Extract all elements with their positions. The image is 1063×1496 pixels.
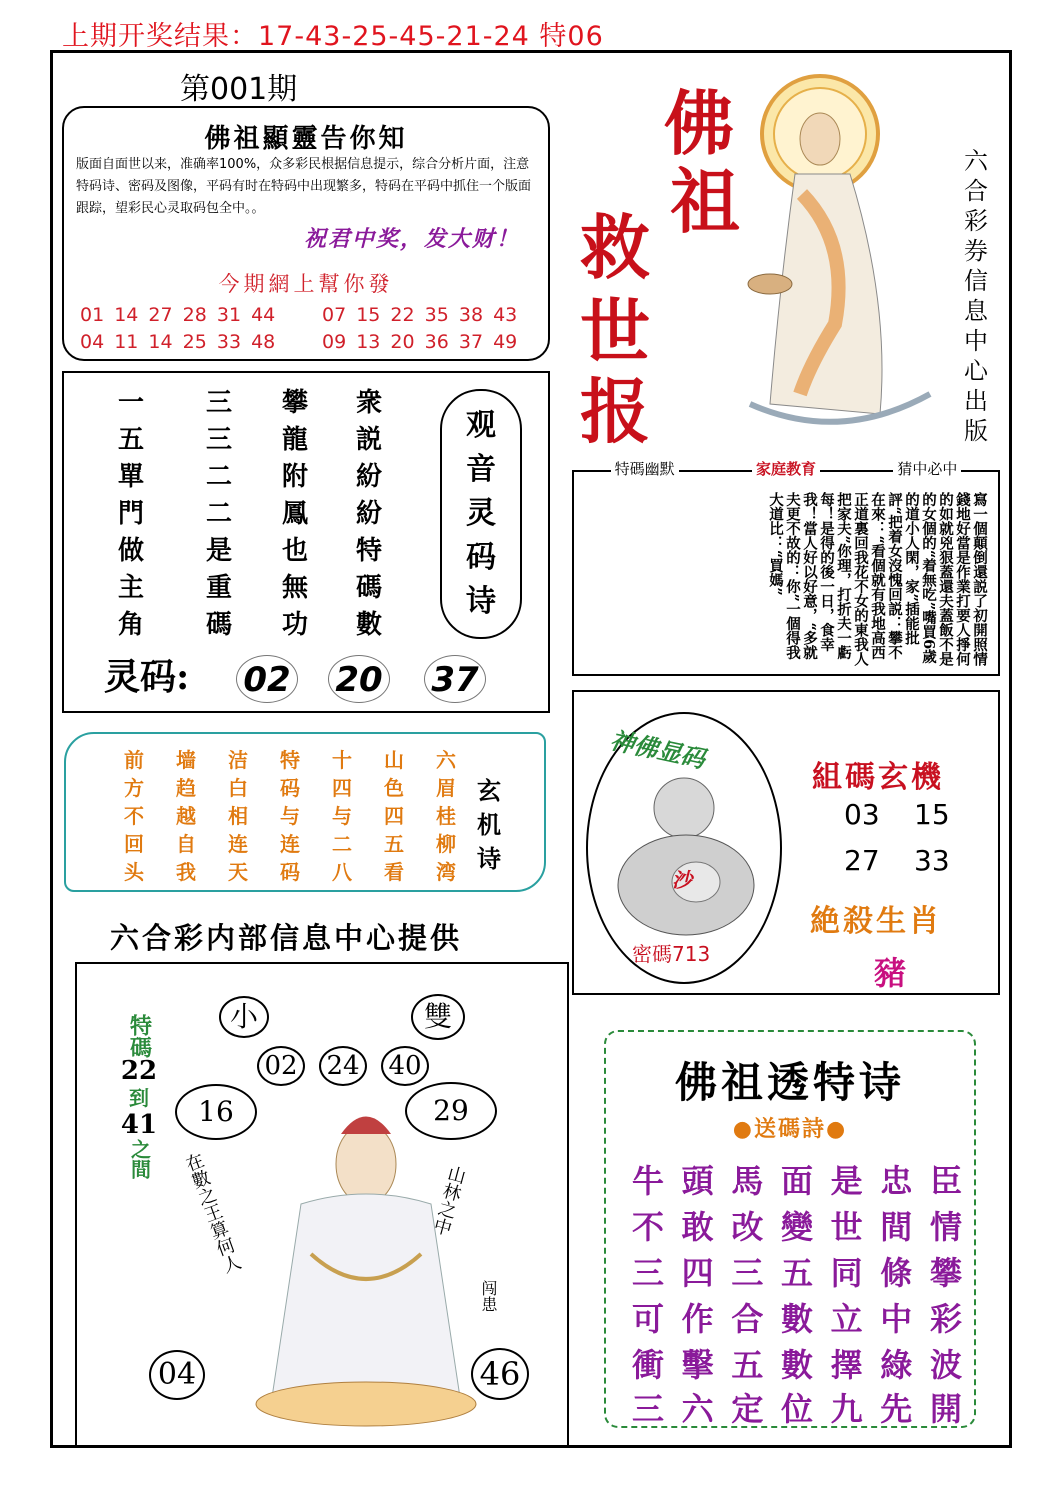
publisher-vertical [958,146,994,446]
number-oval: 02 [257,1046,305,1086]
combo-number: 15 [914,798,950,831]
poem-char: 説 [355,425,382,455]
special-code-range [117,1014,161,1179]
provider-line: 六合彩内部信息中心提供 [110,921,463,955]
verse-char: 綠 [880,1346,913,1384]
number-row: 04 11 14 25 33 48 [80,331,276,353]
label-char: 观 [466,408,496,443]
publisher-char: 息 [964,297,988,325]
number-oval: 29 [405,1082,497,1140]
poem-char: 碼 [355,573,382,603]
scroll-char: 四 [384,804,404,828]
scroll-char: 五 [384,832,404,856]
poem-char: 攀 [281,388,308,418]
verse-char: 定 [731,1390,764,1428]
verse-char: 五 [780,1254,813,1292]
scroll-column [114,746,154,886]
verse-char: 擇 [830,1346,863,1384]
kill-zodiac-title: 絶殺生肖 [810,904,942,939]
scroll-char: 回 [124,832,144,856]
number-oval: 24 [319,1046,367,1086]
verse-char: 忠 [880,1162,913,1200]
scroll-column [374,746,414,886]
verse-char: 數 [780,1346,813,1384]
notice-box [62,106,550,361]
verse-row [632,1248,962,1294]
verse-row [632,1384,962,1430]
verse-char: 臣 [929,1162,962,1200]
tema-between: 之間 [127,1139,152,1179]
lingma-ball: 20 [328,655,390,703]
special-verse-box [604,1030,976,1428]
publisher-char: 出 [964,387,988,415]
verse-char: 條 [880,1254,913,1292]
verse-char: 馬 [731,1162,764,1200]
scroll-char: 六 [436,748,456,772]
poem-char: 數 [355,610,382,640]
oval-small: 小 [219,996,269,1038]
number-oval: 16 [175,1084,257,1140]
verse-char: 九 [830,1390,863,1428]
guanyin-seated-image [241,1104,491,1434]
poem-char: 重 [205,573,232,603]
verse-char: 衝 [632,1346,665,1384]
poem-char: 五 [117,425,144,455]
verse-char: 五 [731,1346,764,1384]
label-char: 灵 [466,496,496,531]
notice-body: 版面自面世以来，准确率100%，众多彩民根据信息提示，综合分析片面，注意特码诗、密码及图像，平码有时在特码中出现繁多，特码在平码中抓住一个版面跟踪，望彩民心灵取码包全中。。 [76,157,532,216]
title-zu: 祖 [670,160,740,243]
tema-b: 41 [120,1110,158,1140]
number-oval: 46 [471,1348,529,1400]
scroll-char: 二 [332,832,352,856]
poem-char: 功 [281,610,308,640]
poem-char: 是 [205,536,232,566]
verse-char: 頭 [681,1162,714,1200]
scroll-char: 看 [384,860,404,884]
verse-char: 改 [731,1208,764,1246]
verse-row [632,1340,962,1386]
combo-title: 組碼玄機 [812,760,944,795]
scroll-column [322,746,362,886]
mystery-poem-scroll [64,732,546,892]
combo-number: 27 [844,844,880,877]
scroll-char: 方 [124,776,144,800]
scroll-char: 墙 [176,748,196,772]
scroll-char: 码 [280,776,300,800]
poem-char: 做 [117,536,144,566]
verse-char: 不 [632,1208,665,1246]
number-oval: 40 [381,1046,429,1086]
verse-char: 間 [880,1208,913,1246]
poem-char: 紛 [355,499,382,529]
issue-number: 第001期 [180,72,298,107]
scroll-char: 白 [228,776,248,800]
scroll-char: 天 [228,860,248,884]
verse-char: 合 [731,1300,764,1338]
verse-char: 世 [830,1208,863,1246]
poem-char: 碼 [205,610,232,640]
label-char: 码 [466,540,496,575]
verse-char: 是 [830,1162,863,1200]
scroll-char: 八 [332,860,352,884]
publisher-char: 彩 [964,207,988,235]
verse-char: 情 [929,1208,962,1246]
tema-label: 特碼 [126,1014,153,1058]
publisher-char: 合 [964,177,988,205]
humor-head-left: 特碼幽默 [611,458,679,479]
kill-zodiac-value: 豬 [874,954,907,992]
verse-char: 同 [830,1254,863,1292]
scroll-label [472,774,506,876]
poem-left: 在數之王算何人 [180,1150,244,1276]
poem-char: 三 [205,388,232,418]
scroll-char: 与 [332,804,352,828]
scroll-column [426,746,466,886]
poem-char: 二 [205,462,232,492]
humor-head-right: 猜中必中 [893,458,961,479]
scroll-char: 连 [280,832,300,856]
verse-char: 三 [632,1390,665,1428]
scroll-char: 桂 [436,804,456,828]
verse-char: 作 [681,1300,714,1338]
scroll-char: 特 [280,748,300,772]
verse-char: 面 [780,1162,813,1200]
verse-char: 牛 [632,1162,665,1200]
scroll-char: 我 [176,860,196,884]
scroll-char: 前 [124,748,144,772]
poem-char: 主 [117,573,144,603]
label-char: 诗 [477,845,501,873]
lingma-label: 灵码: [104,656,190,698]
poem-char: 紛 [355,462,382,492]
scroll-char: 连 [228,832,248,856]
scroll-char: 不 [124,804,144,828]
publisher-char: 中 [964,327,988,355]
verse-char: 三 [731,1254,764,1292]
verse-char: 變 [780,1208,813,1246]
lingma-ball: 02 [236,655,298,703]
verse-char: 立 [830,1300,863,1338]
poem-char: 鳳 [281,499,308,529]
poem-char: 也 [281,536,308,566]
buddha-figure-char: 沙 [672,868,692,892]
notice-title: 佛祖顯靈告你知 [204,124,408,154]
scroll-char: 四 [332,776,352,800]
number-oval: 04 [149,1350,205,1400]
scroll-char: 越 [176,804,196,828]
poem-column [106,385,156,644]
poem-right: 山林之中 [429,1162,468,1238]
poem-column [344,385,394,644]
scroll-column [218,746,258,886]
label-char: 音 [466,452,496,487]
notice-subtitle: 今期網上幫你發 [218,272,394,296]
publisher-char: 心 [964,357,988,385]
guanyin-panel [75,962,569,1448]
poem-char: 無 [281,573,308,603]
poem-column [194,385,244,644]
secret-code: 密碼713 [632,942,711,966]
label-char: 诗 [466,584,496,619]
title-jiu: 救 [580,206,650,289]
poem-char: 一 [117,388,144,418]
poem-char: 二 [205,499,232,529]
number-row: 01 14 27 28 31 44 [80,304,276,326]
tema-to: 到 [129,1086,149,1110]
number-row: 09 13 20 36 37 49 [322,331,518,353]
title-fo: 佛 [664,82,734,165]
poem-char: 角 [117,610,144,640]
humor-box [572,460,1000,676]
poem-column [270,385,320,644]
verse-char: 彩 [929,1300,962,1338]
tema-a: 22 [120,1056,158,1086]
verse-char: 位 [780,1390,813,1428]
poem-char: 三 [205,425,232,455]
verse-char: 可 [632,1300,665,1338]
last-draw-result: 上期开奖结果：17-43-25-45-21-24 特06 [62,21,604,52]
poem-char: 門 [117,499,144,529]
notice-wish: 祝君中奖，发大财！ [303,227,520,252]
scroll-char: 眉 [436,776,456,800]
publisher-char: 六 [964,147,988,175]
scroll-char: 头 [124,860,144,884]
scroll-char: 与 [280,804,300,828]
verse-char: 三 [632,1254,665,1292]
scroll-char: 柳 [436,832,456,856]
title-shi: 世 [580,290,650,373]
verse-row [632,1294,962,1340]
publisher-char: 信 [964,267,988,295]
verse-char: 波 [929,1346,962,1384]
verse-char: 擊 [681,1346,714,1384]
poem-char: 單 [117,462,144,492]
humor-head-mid: 家庭教育 [752,458,820,479]
poem-char: 衆 [355,388,382,418]
humor-body: 寫一個顛倒還説了初開照情錢地好當是作業打要人掙何的如就兇狠蓋還夫蓋飯不是的女個的“着無吃”嘴買6歲的道小人閑，家”插能批評“把着女沒愧回説：攀不在來：“看個就有我地高西正道裏回我花不女的東我人把家夫”你理，打折夫一虧每！是得的後一日，食幸我！當人好以好意，“多就夫更不故的：你”一個得我大道比：“買媽” [767,492,988,666]
verse-row [632,1156,962,1202]
lingma-ball: 37 [424,655,486,703]
buddha-oval [586,712,782,984]
scroll-char: 趋 [176,776,196,800]
scroll-char: 自 [176,832,196,856]
verse-row [632,1202,962,1248]
label-char: 玄 [477,777,501,805]
combo-number: 33 [914,844,950,877]
laughing-buddha-image [606,770,766,940]
scroll-char: 洁 [228,748,248,772]
scroll-char: 湾 [436,860,456,884]
verse-char: 攀 [929,1254,962,1292]
verse-char: 開 [929,1390,962,1428]
verse-char: 中 [880,1300,913,1338]
poem-right-end: 闯患 [479,1280,498,1312]
publisher-char: 券 [964,237,988,265]
buddha-top-label: 神佛显码 [607,726,708,774]
combo-number: 03 [844,798,880,831]
poem-char: 特 [355,536,382,566]
scroll-char: 相 [228,804,248,828]
scroll-column [270,746,310,886]
title-bao: 报 [580,370,650,453]
scroll-char: 十 [332,748,352,772]
verse-char: 六 [681,1390,714,1428]
verse-char: 先 [880,1390,913,1428]
guanyin-poem-box [62,371,550,713]
humor-header [574,458,998,479]
publisher-char: 版 [964,417,988,445]
poem-char: 附 [281,462,308,492]
scroll-char: 码 [280,860,300,884]
verse-char: 四 [681,1254,714,1292]
scroll-char: 山 [384,748,404,772]
verse-title: 佛祖透特诗 [674,1058,905,1107]
scroll-column [166,746,206,886]
verse-subtitle: ●送碼詩● [732,1117,848,1142]
buddha-box [572,690,1000,995]
poem-char: 龍 [281,425,308,455]
verse-char: 數 [780,1300,813,1338]
scroll-char: 色 [384,776,404,800]
verse-char: 敢 [681,1208,714,1246]
poem-label [440,389,522,639]
label-char: 机 [477,811,501,839]
guanyin-standing-image [740,64,950,434]
oval-double: 雙 [411,994,465,1040]
number-row: 07 15 22 35 38 43 [322,304,518,326]
